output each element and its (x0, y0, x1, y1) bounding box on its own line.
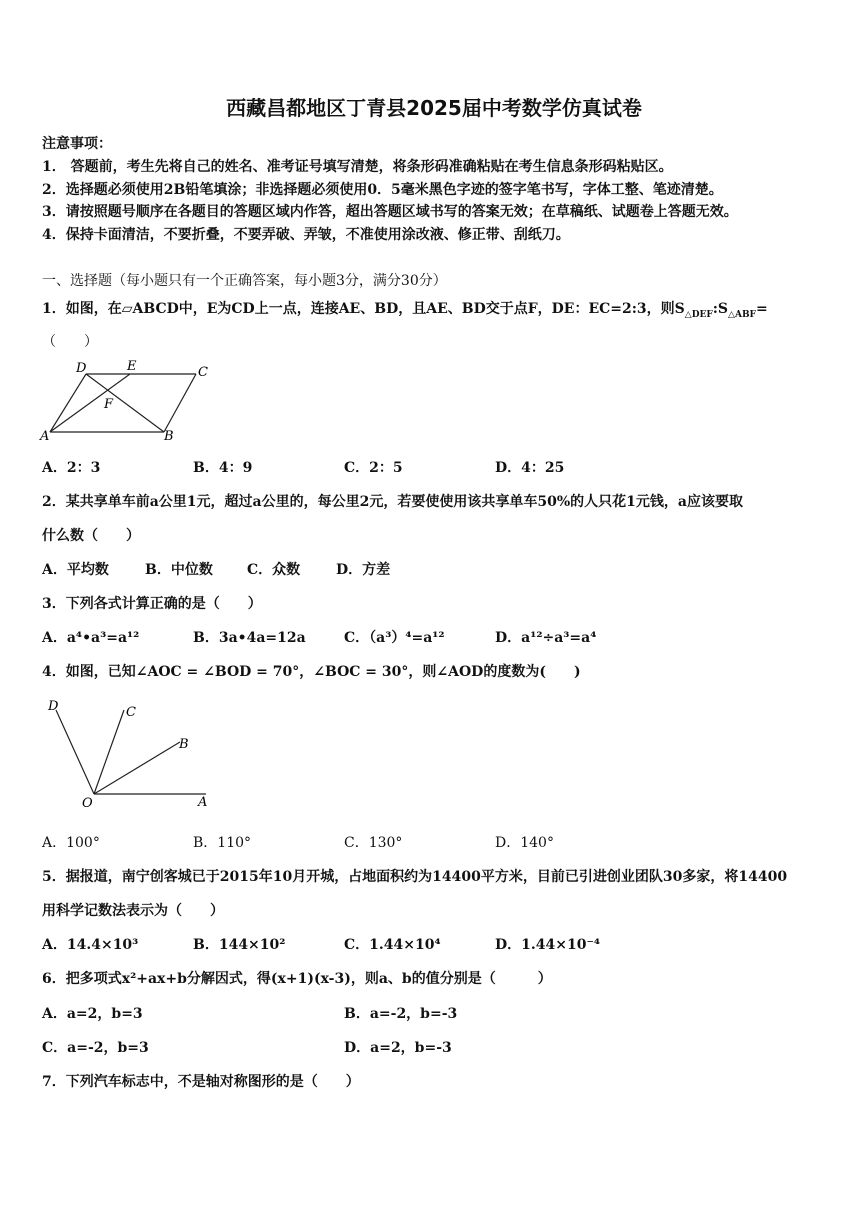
label-d: D (76, 361, 87, 376)
q5-option-d: D．1.44×10⁻⁴ (495, 937, 600, 953)
q4-option-d: D．140° (495, 835, 554, 851)
q2-option-a: A．平均数 (42, 562, 109, 578)
q1-text: 1．如图，在▱ABCD中，E为CD上一点，连接AE、BD，且AE、BD交于点F，DE：EC=2:3，则$S_{\triangle DEF}:S_{\triangle ABF}=$ (42, 301, 768, 320)
q2-option-b: B．中位数 (145, 562, 213, 578)
note-item: 4．保持卡面清洁，不要折叠，不要弄破、弄皱，不准使用涂改液、修正带、刮纸刀。 (42, 227, 570, 243)
q2-text-line1: 2．某共享单车前a公里1元，超过a公里的，每公里2元，若要使使用该共享单车50%的人只花1元钱，a应该要取 (42, 494, 743, 510)
label-f: F (104, 397, 114, 412)
q1-option-b: B．4：9 (193, 460, 253, 476)
q3-option-d: D．a¹²÷a³=a⁴ (495, 630, 597, 646)
notes-heading: 注意事项： (42, 136, 112, 152)
q5-option-c: C．1.44×10⁴ (344, 937, 441, 953)
q1-option-c: C．2：5 (344, 460, 403, 476)
label-b: B (179, 737, 189, 752)
label-c: C (198, 365, 208, 380)
q4-option-c: C．130° (344, 835, 403, 851)
section-heading: 一、选择题（每小题只有一个正确答案，每小题3分，满分30分） (42, 273, 447, 289)
q5-option-b: B．144×10² (193, 937, 286, 953)
angle-figure (40, 696, 230, 814)
q6-option-d: D．a=2，b=-3 (344, 1040, 452, 1056)
label-b: B (164, 429, 174, 444)
q3-option-b: B．3a•4a=12a (193, 630, 306, 646)
q7-text: 7．下列汽车标志中，不是轴对称图形的是（ ） (42, 1074, 360, 1090)
q3-option-c: C．（a³）⁴=a¹² (344, 630, 445, 646)
q5-text-line2: 用科学记数法表示为（ ） (42, 903, 224, 919)
q1-option-d: D．4：25 (495, 460, 565, 476)
label-a: A (198, 795, 208, 810)
page-title: 西藏昌都地区丁青县2025届中考数学仿真试卷 (226, 96, 642, 120)
q2-option-c: C．众数 (247, 562, 301, 578)
q5-text-line1: 5．据报道，南宁创客城已于2015年10月开城，占地面积约为14400平方米，目前已引进创业团队30多家，将14400 (42, 869, 788, 885)
label-e: E (127, 360, 137, 374)
q3-option-a: A．a⁴•a³=a¹² (42, 630, 140, 646)
q2-option-d: D．方差 (336, 562, 391, 578)
label-c: C (126, 705, 136, 720)
q5-option-a: A．14.4×10³ (42, 937, 139, 953)
parallelogram-figure (36, 360, 226, 446)
label-d: D (48, 699, 59, 714)
note-item: 2．选择题必须使用2B铅笔填涂；非选择题必须使用0．5毫米黑色字迹的签字笔书写，字体工整、笔迹清楚。 (42, 182, 723, 198)
q6-option-b: B．a=-2，b=-3 (344, 1006, 458, 1022)
q6-option-c: C．a=-2，b=3 (42, 1040, 149, 1056)
note-item: 1． 答题前，考生先将自己的姓名、准考证号填写清楚，将条形码准确粘贴在考生信息条形码粘贴区。 (42, 159, 673, 175)
q4-option-a: A．100° (42, 835, 100, 851)
q1-option-a: A．2：3 (42, 460, 101, 476)
label-o: O (82, 796, 93, 811)
note-item: 3．请按照题号顺序在各题目的答题区域内作答，超出答题区域书写的答案无效；在草稿纸、试题卷上答题无效。 (42, 204, 738, 220)
q4-text: 4．如图，已知∠AOC = ∠BOD = 70°，∠BOC = 30°，则∠AOD的度数为( ) (42, 664, 581, 680)
q6-option-a: A．a=2，b=3 (42, 1006, 143, 1022)
q1-answer-paren: （ ） (42, 334, 98, 350)
label-a: A (40, 429, 50, 444)
q4-option-b: B．110° (193, 835, 252, 851)
q2-text-line2: 什么数（ ） (42, 528, 140, 544)
q3-text: 3．下列各式计算正确的是（ ） (42, 596, 262, 612)
q6-text: 6．把多项式x²+ax+b分解因式，得(x+1)(x-3)，则a、b的值分别是（ ） (42, 971, 552, 987)
